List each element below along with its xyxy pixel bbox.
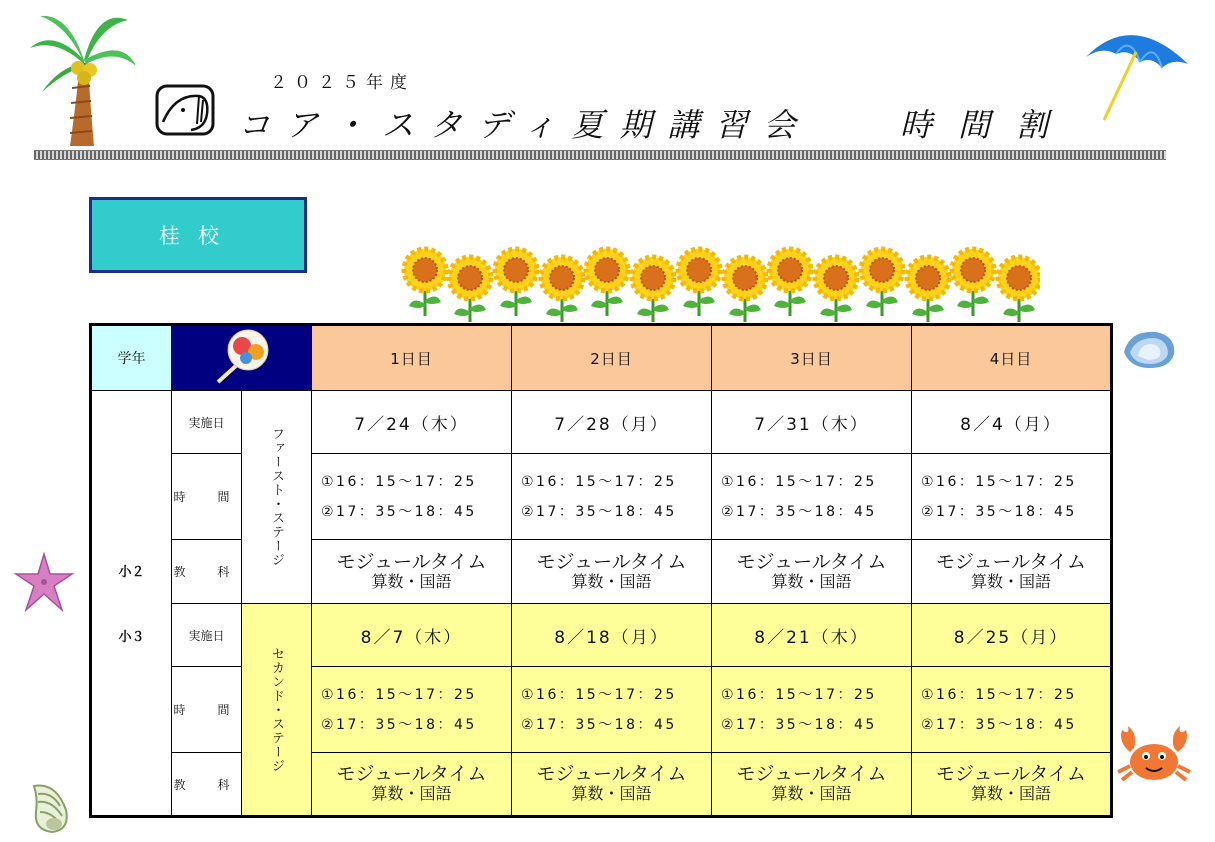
subject-sub: 算数・国語 (571, 784, 652, 803)
time-slot-2: ②17：35～18：45 (521, 716, 677, 733)
time-slot-1: ①16：15～17：25 (521, 473, 677, 490)
subject-cell (912, 540, 1112, 604)
date-cell: 7／24（木） (312, 391, 512, 454)
date-cell: 8／25（月） (912, 604, 1112, 667)
time-cell (712, 667, 912, 753)
row-label-subject: 教 科 (172, 540, 242, 604)
stage-name: セカンド・ステージ (269, 646, 284, 773)
subject-sub: 算数・国語 (771, 784, 852, 803)
row-label-subject: 教 科 (172, 753, 242, 817)
time-slot-2: ②17：35～18：45 (921, 716, 1077, 733)
starfish-icon (12, 552, 76, 614)
time-slot-2: ②17：35～18：45 (721, 503, 877, 520)
grade-cell (91, 391, 172, 817)
page-title: コア・スタディ夏期講習会 (238, 106, 812, 144)
subject-main: モジュールタイム (336, 550, 487, 573)
logo-icon (155, 84, 215, 136)
palm-tree-icon (28, 8, 138, 148)
time-cell (512, 667, 712, 753)
time-slot-1: ①16：15～17：25 (521, 686, 677, 703)
timetable (89, 323, 1113, 818)
subject-main: モジュールタイム (935, 763, 1087, 785)
conch-shell-icon (26, 780, 74, 836)
subject-cell (312, 753, 512, 817)
day-header-1: 1日目 (312, 325, 512, 391)
time-cell (512, 454, 712, 540)
subject-sub: 算数・国語 (371, 784, 452, 803)
subject-cell (512, 540, 712, 604)
time-cell (912, 454, 1112, 540)
time-slot-2: ②17：35～18：45 (721, 716, 877, 733)
subject-sub: 算数・国語 (571, 571, 652, 591)
day-header-4: 4日目 (912, 325, 1112, 391)
date-cell: 8／4（月） (912, 391, 1112, 454)
time-slot-1: ①16：15～17：25 (321, 686, 477, 703)
day-header-3: 3日目 (712, 325, 912, 391)
time-slot-1: ①16：15～17：25 (721, 686, 877, 703)
row-label-time: 時 間 (172, 454, 242, 540)
date-cell: 7／28（月） (512, 391, 712, 454)
subject-main: モジュールタイム (736, 550, 887, 573)
page-title-suffix: 時間割 (900, 106, 1075, 144)
sunflower-icon (400, 246, 1040, 322)
date-cell: 8／7（木） (312, 604, 512, 667)
time-slot-2: ②17：35～18：45 (321, 716, 477, 733)
date-cell: 8／21（木） (712, 604, 912, 667)
day-header-2: 2日目 (512, 325, 712, 391)
row-label-date: 実施日 (172, 604, 242, 667)
stage-name: ファースト・ステージ (269, 427, 284, 567)
time-cell (312, 667, 512, 753)
time-slot-1: ①16：15～17：25 (921, 686, 1077, 703)
time-slot-2: ②17：35～18：45 (521, 503, 677, 520)
seashell-icon (1120, 326, 1178, 372)
crab-icon (1116, 722, 1192, 788)
subject-cell (712, 753, 912, 817)
header-row (91, 325, 1112, 391)
umbrella-icon (1082, 22, 1192, 127)
time-cell (312, 454, 512, 540)
grade-line-1: 小２ (118, 565, 145, 580)
subject-main: モジュールタイム (536, 550, 687, 573)
grade-line-2: 小３ (118, 630, 145, 645)
year-label: ２０２５年度 (270, 73, 414, 93)
subject-main: モジュールタイム (736, 763, 887, 785)
subject-cell (512, 753, 712, 817)
subject-main: モジュールタイム (336, 763, 487, 785)
subject-sub: 算数・国語 (371, 571, 452, 591)
subject-main: モジュールタイム (935, 550, 1087, 573)
time-cell (912, 667, 1112, 753)
grade-header: 学年 (91, 325, 172, 391)
row-label-time: 時 間 (172, 667, 242, 753)
time-slot-1: ①16：15～17：25 (721, 473, 877, 490)
stage-label-first (242, 391, 312, 604)
subject-cell (712, 540, 912, 604)
time-slot-2: ②17：35～18：45 (921, 503, 1077, 520)
row-label-date: 実施日 (172, 391, 242, 454)
date-cell: 8／18（月） (512, 604, 712, 667)
campus-label: 桂校 (89, 197, 307, 273)
table-row (91, 391, 1112, 454)
subject-sub: 算数・国語 (970, 784, 1051, 803)
time-slot-1: ①16：15～17：25 (321, 473, 477, 490)
header-icon-cell (172, 325, 312, 391)
uchiwa-fan-icon (202, 326, 282, 386)
header-divider (34, 150, 1166, 160)
subject-cell (312, 540, 512, 604)
subject-cell (912, 753, 1112, 817)
subject-sub: 算数・国語 (970, 571, 1051, 591)
time-slot-2: ②17：35～18：45 (321, 503, 477, 520)
date-cell: 7／31（木） (712, 391, 912, 454)
time-slot-1: ①16：15～17：25 (921, 473, 1077, 490)
subject-sub: 算数・国語 (771, 571, 852, 591)
stage-label-second (242, 604, 312, 817)
subject-main: モジュールタイム (536, 763, 687, 785)
time-cell (712, 454, 912, 540)
table-row (91, 604, 1112, 667)
